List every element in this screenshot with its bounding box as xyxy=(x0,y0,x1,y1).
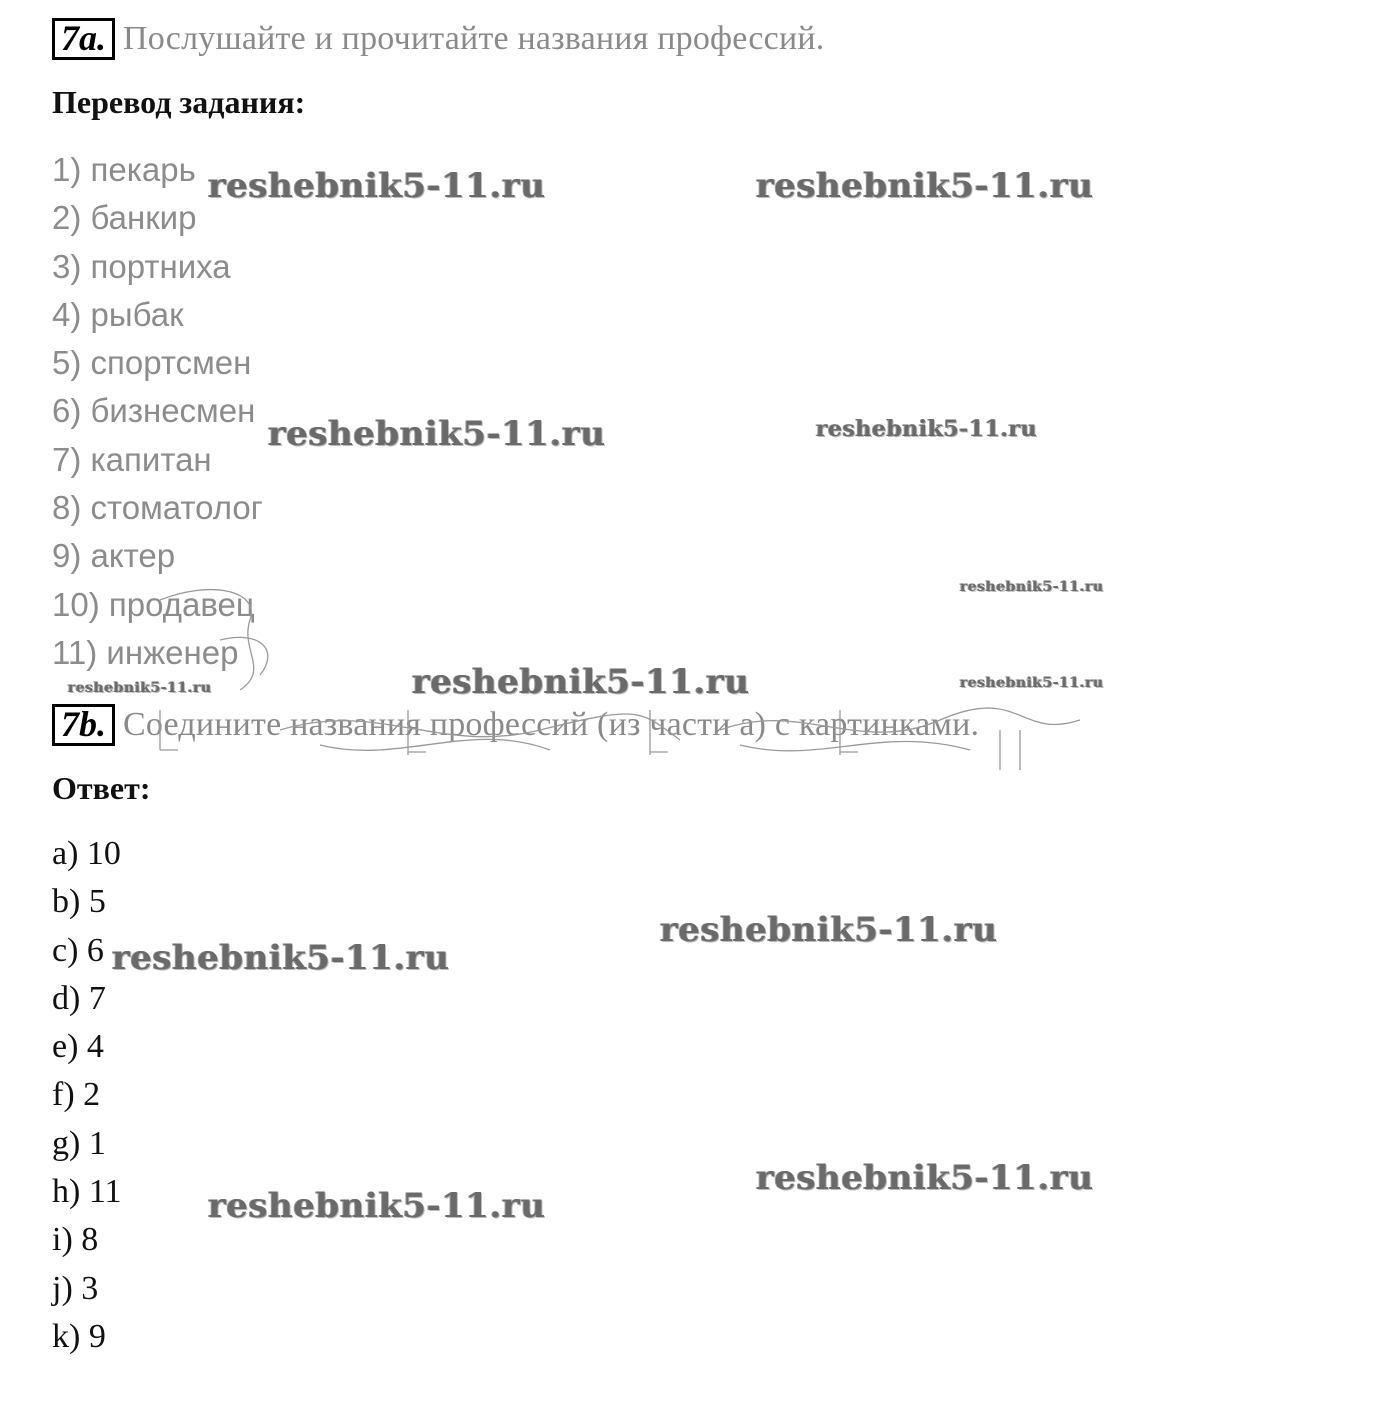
watermark: reshebnik5-11.ru xyxy=(756,166,1094,206)
watermark: reshebnik5-11.ru xyxy=(208,1186,546,1226)
translation-item: 5) спортсмен xyxy=(52,344,252,382)
watermark: reshebnik5-11.ru xyxy=(268,414,606,454)
scribble-overlay xyxy=(120,580,1120,780)
translation-item: 4) рыбак xyxy=(52,295,184,333)
answer-item: i) 8 xyxy=(52,1221,99,1259)
translation-item: 8) стоматолог xyxy=(52,489,263,527)
watermark: reshebnik5-11.ru xyxy=(660,910,998,950)
translation-heading: Перевод задания: xyxy=(52,84,306,120)
watermark: reshebnik5-11.ru xyxy=(208,166,546,206)
answer-item: d) 7 xyxy=(52,979,106,1017)
task-7a-header xyxy=(52,18,824,60)
answer-item: a) 10 xyxy=(52,835,121,872)
watermark: reshebnik5-11.ru xyxy=(960,675,1104,691)
task-7b-header xyxy=(52,704,979,746)
task-7b-instruction: Соедините названия профессий (из части а) с картинками. xyxy=(123,706,980,743)
translation-item: 2) банкир xyxy=(52,199,197,237)
task-7a-instruction: Послушайте и прочитайте названия профессий. xyxy=(123,20,825,57)
answer-item: k) 9 xyxy=(52,1317,106,1355)
translation-list xyxy=(52,146,263,677)
answer-heading: Ответ: xyxy=(52,770,151,806)
answer-item: g) 1 xyxy=(52,1124,106,1162)
watermark: reshebnik5-11.ru xyxy=(816,416,1038,442)
translation-item: 7) капитан xyxy=(52,440,212,478)
watermark: reshebnik5-11.ru xyxy=(960,579,1104,595)
task-7a-number: 7a. xyxy=(52,18,115,60)
answer-item: c) 6 xyxy=(52,931,104,969)
watermark: reshebnik5-11.ru xyxy=(756,1158,1094,1198)
answer-item: e) 4 xyxy=(52,1028,104,1066)
answer-list xyxy=(52,830,122,1361)
watermark: reshebnik5-11.ru xyxy=(412,662,750,702)
watermark: reshebnik5-11.ru xyxy=(112,938,450,978)
answer-item: j) 3 xyxy=(52,1269,99,1307)
translation-item: 3) портниха xyxy=(52,247,231,285)
translation-item: 10) продавец xyxy=(52,585,255,623)
translation-item: 1) пекарь xyxy=(52,151,196,188)
translation-item: 11) инженер xyxy=(52,633,239,671)
answer-item: f) 2 xyxy=(52,1076,101,1114)
task-7b-number: 7b. xyxy=(52,704,115,746)
translation-item: 9) актер xyxy=(52,537,176,575)
watermark: reshebnik5-11.ru xyxy=(68,680,212,696)
answer-item: h) 11 xyxy=(52,1173,122,1211)
translation-item: 6) бизнесмен xyxy=(52,392,256,430)
answer-item: b) 5 xyxy=(52,883,106,921)
